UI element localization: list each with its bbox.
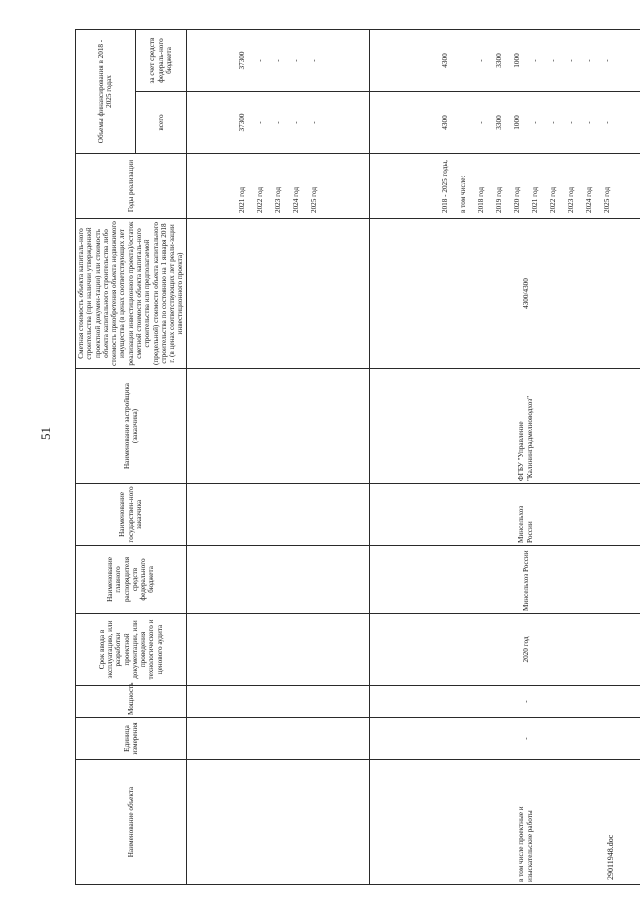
list-item: 3300 xyxy=(494,115,503,130)
header-total: всего xyxy=(135,92,186,154)
list-item: - xyxy=(476,59,485,62)
header-developer: Наименование застройщика (заказчика) xyxy=(76,369,187,484)
list-item: 3300 xyxy=(494,53,503,68)
header-unit: Единица измерения xyxy=(76,718,187,760)
list-item: 1000 xyxy=(512,115,521,130)
list-item: - xyxy=(548,59,557,62)
cell-unit: - xyxy=(369,718,640,760)
header-state-customer: Наименование государствен-ного заказчика xyxy=(76,484,187,546)
list-item: 2019 год xyxy=(494,187,503,213)
list-item: 4300 xyxy=(440,115,449,130)
cell-state-customer: Минсельхоз России xyxy=(369,484,640,546)
cell-object-name: в том числе проектные и изыскательские работы xyxy=(369,760,640,885)
cell-empty xyxy=(186,718,369,760)
header-main-manager: Наименование главного распорядителя средств федерального бюджета xyxy=(76,546,187,614)
list-item: - xyxy=(530,121,539,124)
cell-total xyxy=(369,92,640,154)
list-item: - xyxy=(255,59,264,62)
list-item: 4300 xyxy=(440,53,449,68)
list-item: в том числе: xyxy=(458,175,467,213)
cell-years xyxy=(186,154,369,219)
list-item: - xyxy=(530,59,539,62)
cell-federal xyxy=(186,30,369,92)
investment-table xyxy=(75,29,640,885)
federal-list xyxy=(436,32,616,89)
cell-empty xyxy=(186,369,369,484)
list-item: - xyxy=(584,59,593,62)
list-item: - xyxy=(291,59,300,62)
cell-empty xyxy=(186,614,369,686)
header-years: Годы реализации xyxy=(76,154,187,219)
cell-main-manager: Минсельхоз России xyxy=(369,546,640,614)
list-item: - xyxy=(255,121,264,124)
list-item: - xyxy=(273,121,282,124)
cell-estimate: 4300/4300 xyxy=(369,219,640,369)
header-federal: за счет средств федераль-ного бюджета xyxy=(135,30,186,92)
header-deadline: Срок ввода в эксплуатацию, или разработки проектной документации, или проведения технологического и ценового аудита xyxy=(76,614,187,686)
list-item: 2024 год xyxy=(291,187,300,213)
list-item: - xyxy=(548,121,557,124)
years-list xyxy=(436,156,616,216)
table-row-continuation xyxy=(186,30,369,885)
cell-deadline: 2020 год xyxy=(369,614,640,686)
list-item xyxy=(454,32,472,89)
cell-empty xyxy=(186,219,369,369)
total-list xyxy=(436,94,616,151)
list-item: 2025 год xyxy=(602,187,611,213)
cell-years xyxy=(369,154,640,219)
page-number: 51 xyxy=(38,427,53,440)
list-item: - xyxy=(309,59,318,62)
list-item: - xyxy=(309,121,318,124)
cell-developer: ФГБУ "Управление "Калининградмелиоводхоз" xyxy=(369,369,640,484)
list-item: 2018 год xyxy=(476,187,485,213)
list-item: - xyxy=(602,121,611,124)
footer-filename: 29011948.doc xyxy=(606,834,615,880)
list-item: - xyxy=(273,59,282,62)
list-item: 2022 год xyxy=(255,187,264,213)
list-item xyxy=(454,94,472,151)
list-item: - xyxy=(566,59,575,62)
header-estimate: Сметная стоимость объекта капиталь-ного строительства (при наличии утвержденной проектной докумен-тации) или стоимость объекта капитального строительства либо стоимость приобретения объекта недвижимого имущества (в ценах соответствующих лет реализации инвестиционного проекта)/остаток сметной стоимости объекта капиталь-ного строительства или предполагаемой (предельной) стоимости объекта капитального строительства по состоянию на 1 января 2018 г. (в ценах соответствующих лет реали-зации инвестиционного проекта) xyxy=(76,219,187,369)
federal-list xyxy=(233,32,323,89)
cell-empty xyxy=(186,484,369,546)
years-list xyxy=(233,156,323,216)
cell-total xyxy=(186,92,369,154)
list-item: 37300 xyxy=(237,113,246,132)
list-item: 2024 год xyxy=(584,187,593,213)
list-item: 2021 год xyxy=(530,187,539,213)
list-item: 2022 год xyxy=(548,187,557,213)
list-item: 2021 год xyxy=(237,187,246,213)
list-item: 2018 - 2025 годы, xyxy=(440,160,449,213)
list-item: 2023 год xyxy=(273,187,282,213)
list-item: 2025 год xyxy=(309,187,318,213)
list-item: 37300 xyxy=(237,51,246,70)
cell-empty xyxy=(186,686,369,718)
table-row-detail xyxy=(369,30,640,885)
list-item: - xyxy=(566,121,575,124)
list-item: - xyxy=(476,121,485,124)
list-item: - xyxy=(602,59,611,62)
total-list xyxy=(233,94,323,151)
cell-federal xyxy=(369,30,640,92)
header-funding-group: Объемы финансирования в 2018 - 2025 годах xyxy=(76,30,136,154)
list-item: - xyxy=(291,121,300,124)
cell-capacity: - xyxy=(369,686,640,718)
header-capacity: Мощность xyxy=(76,686,187,718)
list-item: 2023 год xyxy=(566,187,575,213)
list-item: - xyxy=(584,121,593,124)
list-item: 1000 xyxy=(512,53,521,68)
list-item: 2020 год xyxy=(512,187,521,213)
cell-empty xyxy=(186,760,369,885)
header-object-name: Наименование объекта xyxy=(76,760,187,885)
cell-empty xyxy=(186,546,369,614)
